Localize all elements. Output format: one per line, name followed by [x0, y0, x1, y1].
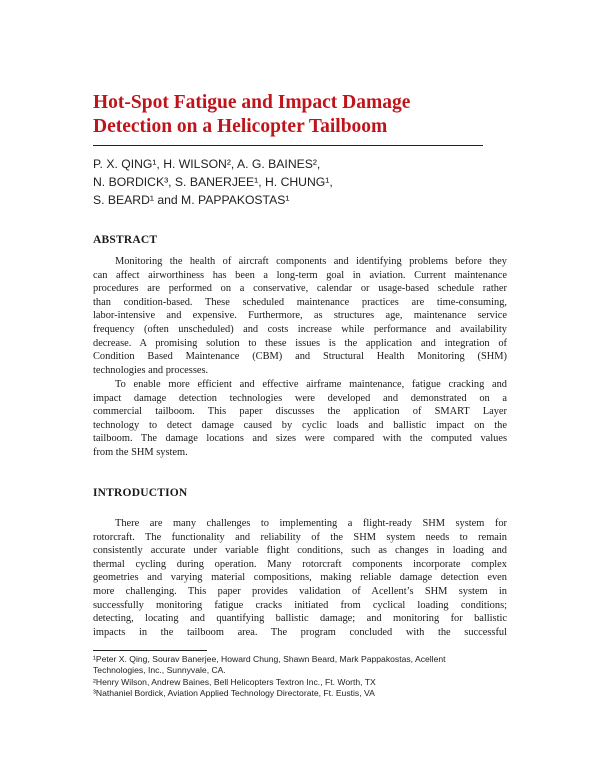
- text-line: technologies and processes.: [93, 364, 209, 376]
- text-line: Monitoring the health of aircraft components and identifying problems before they: [115, 256, 507, 267]
- title-divider: [93, 145, 483, 146]
- title-line: Detection on a Helicopter Tailboom: [93, 116, 388, 137]
- text-line: procedures are performed on a conservative, calendar or usage-based schedule rather: [93, 283, 507, 295]
- text-line: thermal cycling during operation. Many rotorcraft components incorporate complex: [93, 558, 507, 570]
- text-line: can affect airworthiness has been a long-term goal in aviation. Current maintenance: [93, 269, 507, 281]
- abstract-paragraph-2: [93, 378, 507, 460]
- author-line: N. BORDICK³, S. BANERJEE¹, H. CHUNG¹,: [93, 175, 333, 189]
- abstract-heading: ABSTRACT: [93, 234, 158, 246]
- text-line: more challenging. This paper provides validation of Acellent’s SHM system in: [93, 585, 507, 597]
- introduction-paragraph-1: [93, 517, 507, 639]
- text-line: impact damage detection technologies were developed and demonstrated on a: [93, 392, 507, 404]
- author-line: S. BEARD¹ and M. PAPPAKOSTAS¹: [93, 193, 290, 207]
- footnote-divider: [93, 650, 207, 651]
- text-line: technology to detect damage caused by cyclic loads and ballistic impact on the: [93, 419, 507, 431]
- text-line: tailboom. The damage locations and sizes were compared with the computed values: [93, 433, 507, 445]
- text-line: from the SHM system.: [93, 446, 188, 458]
- text-line: consistently accurate under variable flight conditions, such as changes in loading and: [93, 545, 507, 557]
- text-line: frequency (often unscheduled) and costs increase while performance and availability: [93, 323, 507, 335]
- footnote-line: ¹Peter X. Qing, Sourav Banerjee, Howard Chung, Shawn Beard, Mark Pappakostas, Acellent: [93, 654, 446, 664]
- text-line: successfully monitoring fatigue cracks initiated from cyclical loading conditions;: [93, 599, 507, 611]
- author-line: P. X. QING¹, H. WILSON², A. G. BAINES²,: [93, 157, 321, 171]
- text-line: Condition Based Maintenance (CBM) and Structural Health Monitoring (SHM): [93, 351, 507, 363]
- text-line: labor-intensive and expensive. Furthermore, as structures age, maintenance service: [93, 310, 507, 322]
- footnote-line: Technologies, Inc., Sunnyvale, CA.: [93, 665, 226, 676]
- author-list: [93, 155, 523, 209]
- introduction-heading: INTRODUCTION: [93, 487, 188, 499]
- title-line: Hot-Spot Fatigue and Impact Damage: [93, 92, 411, 113]
- abstract-paragraph-1: [93, 255, 507, 377]
- text-line: detecting, locating and quantifying ballistic damage; and monitoring for ballistic: [93, 613, 507, 625]
- text-line: impacts in the tailboom area. The program concluded with the successful: [93, 626, 507, 638]
- paper-title: [93, 91, 513, 139]
- text-line: geometries and varying material compositions, making reliable damage detection even: [93, 572, 507, 584]
- footnote-line: ²Henry Wilson, Andrew Baines, Bell Helicopters Textron Inc., Ft. Worth, TX: [93, 676, 376, 687]
- footnotes: [93, 654, 513, 700]
- footnote-line: ³Nathaniel Bordick, Aviation Applied Technology Directorate, Ft. Eustis, VA: [93, 688, 375, 699]
- text-line: To enable more efficient and effective airframe maintenance, fatigue cracking and: [115, 379, 507, 390]
- text-line: There are many challenges to implementing a flight-ready SHM system for: [115, 518, 507, 529]
- text-line: decrease. A promising solution to these issues is the application and integration of: [93, 337, 507, 349]
- text-line: rotorcraft. The functionality and reliability of the SHM system needs to remain: [93, 531, 507, 543]
- text-line: commercial tailboom. This paper discusses the application of SMART Layer: [93, 406, 507, 418]
- text-line: than condition-based. These scheduled maintenance practices are time-consuming,: [93, 296, 507, 308]
